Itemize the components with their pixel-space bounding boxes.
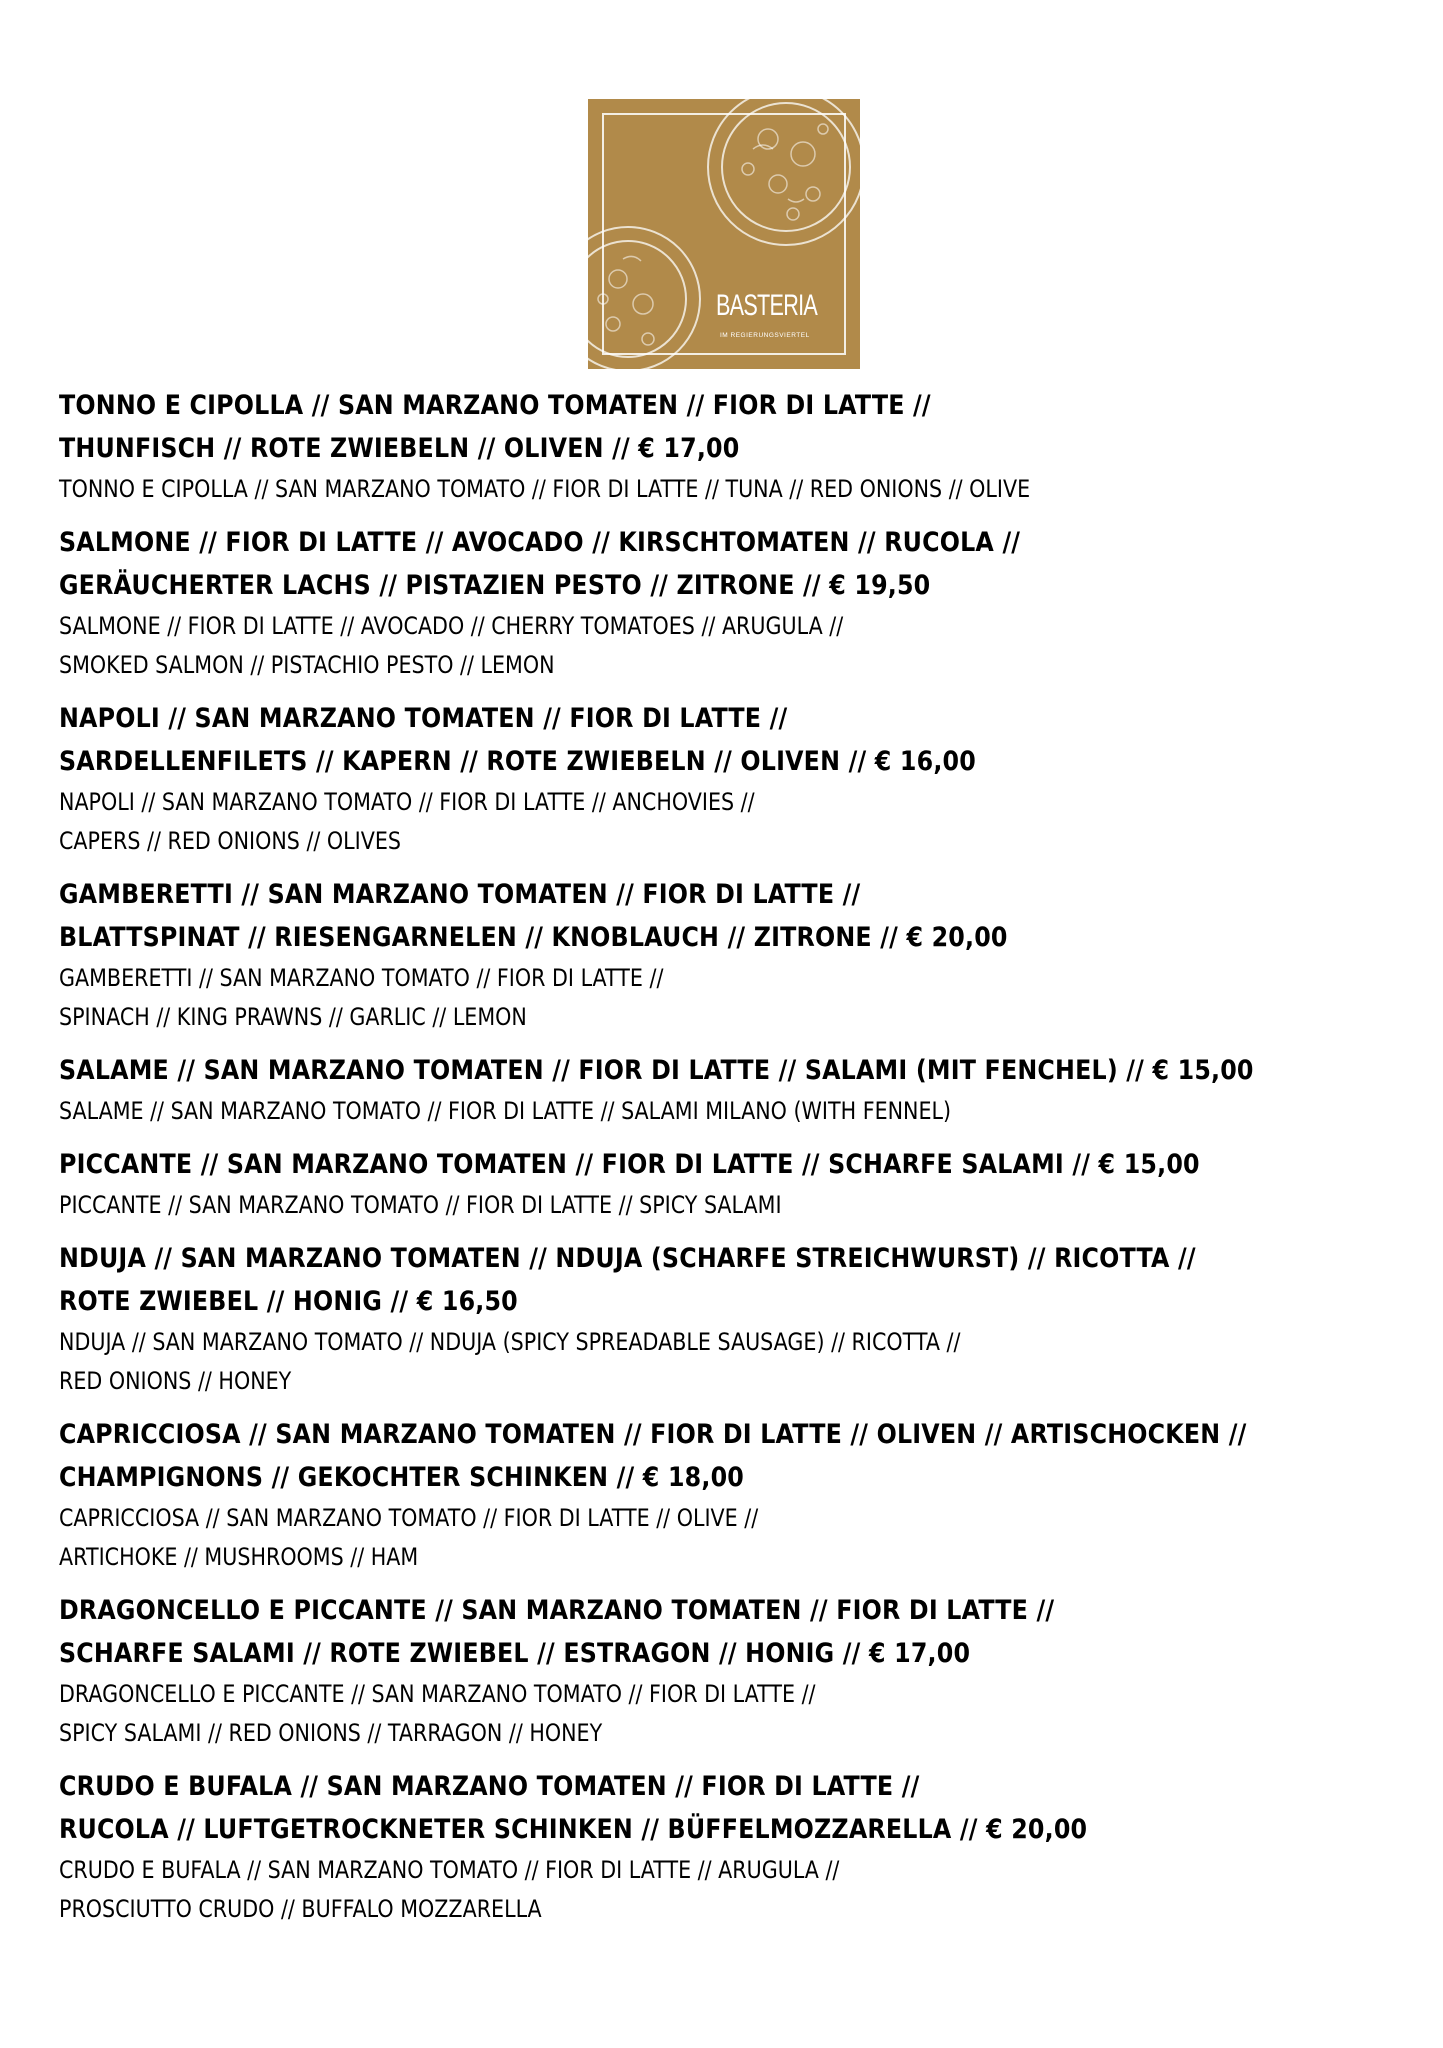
item-description-english: PICCANTE // SAN MARZANO TOMATO // FIOR DI LATTE // SPICY SALAMI [59,1191,782,1219]
item-ingredients-price: CHAMPIGNONS // GEKOCHTER SCHINKEN // € 18,00 [59,1462,744,1493]
menu-item [59,1413,1419,1577]
item-description-english: TONNO E CIPOLLA // SAN MARZANO TOMATO // FIOR DI LATTE // TUNA // RED ONIONS // OLIVE [59,475,1031,503]
item-description-english: RED ONIONS // HONEY [59,1367,292,1395]
item-ingredients-price: SCHARFE SALAMI // ROTE ZWIEBEL // ESTRAGON // HONIG // € 17,00 [59,1638,971,1669]
item-name-german: DRAGONCELLO E PICCANTE // SAN MARZANO TOMATEN // FIOR DI LATTE // [59,1595,1055,1626]
menu-item [59,1049,1419,1131]
item-description-english: GAMBERETTI // SAN MARZANO TOMATO // FIOR DI LATTE // [59,964,664,992]
item-description-english: DRAGONCELLO E PICCANTE // SAN MARZANO TOMATO // FIOR DI LATTE // [59,1680,816,1708]
menu-item [59,384,1419,509]
menu-item [59,521,1419,685]
item-name-german: GAMBERETTI // SAN MARZANO TOMATEN // FIOR DI LATTE // [59,879,861,910]
logo-subtitle: IM REGIERUNGSVIERTEL [720,332,810,339]
menu-item [59,1237,1419,1401]
menu-item [59,697,1419,861]
menu-item [59,873,1419,1037]
item-name-german: NDUJA // SAN MARZANO TOMATEN // NDUJA (SCHARFE STREICHWURST) // RICOTTA // [59,1243,1196,1274]
item-name-german: CRUDO E BUFALA // SAN MARZANO TOMATEN // FIOR DI LATTE // [59,1771,920,1802]
item-description-english: SPINACH // KING PRAWNS // GARLIC // LEMON [59,1003,527,1031]
item-name-german: SALAME // SAN MARZANO TOMATEN // FIOR DI LATTE // SALAMI (MIT FENCHEL) // € 15,00 [59,1055,1254,1086]
item-description-english: SMOKED SALMON // PISTACHIO PESTO // LEMON [59,651,555,679]
menu-item [59,1589,1419,1753]
item-ingredients-price: BLATTSPINAT // RIESENGARNELEN // KNOBLAUCH // ZITRONE // € 20,00 [59,922,1008,953]
item-ingredients-price: SARDELLENFILETS // KAPERN // ROTE ZWIEBELN // OLIVEN // € 16,00 [59,746,976,777]
item-name-german: CAPRICCIOSA // SAN MARZANO TOMATEN // FIOR DI LATTE // OLIVEN // ARTISCHOCKEN // [59,1419,1247,1450]
item-description-english: SALMONE // FIOR DI LATTE // AVOCADO // CHERRY TOMATOES // ARUGULA // [59,612,844,640]
item-description-english: SPICY SALAMI // RED ONIONS // TARRAGON // HONEY [59,1719,603,1747]
item-description-english: NDUJA // SAN MARZANO TOMATO // NDUJA (SPICY SPREADABLE SAUSAGE) // RICOTTA // [59,1328,961,1356]
item-ingredients-price: GERÄUCHERTER LACHS // PISTAZIEN PESTO // ZITRONE // € 19,50 [59,570,931,601]
item-name-german: PICCANTE // SAN MARZANO TOMATEN // FIOR DI LATTE // SCHARFE SALAMI // € 15,00 [59,1149,1200,1180]
item-ingredients-price: THUNFISCH // ROTE ZWIEBELN // OLIVEN // € 17,00 [59,433,740,464]
logo-name: BASTERIA [716,289,818,322]
item-description-english: ARTICHOKE // MUSHROOMS // HAM [59,1543,419,1571]
item-name-german: TONNO E CIPOLLA // SAN MARZANO TOMATEN // FIOR DI LATTE // [59,390,931,421]
item-description-english: PROSCIUTTO CRUDO // BUFFALO MOZZARELLA [59,1895,542,1923]
pizza-menu [59,384,1419,1941]
item-name-german: SALMONE // FIOR DI LATTE // AVOCADO // KIRSCHTOMATEN // RUCOLA // [59,527,1021,558]
item-description-english: SALAME // SAN MARZANO TOMATO // FIOR DI LATTE // SALAMI MILANO (WITH FENNEL) [59,1097,952,1125]
item-ingredients-price: ROTE ZWIEBEL // HONIG // € 16,50 [59,1286,518,1317]
item-ingredients-price: RUCOLA // LUFTGETROCKNETER SCHINKEN // BÜFFELMOZZARELLA // € 20,00 [59,1814,1088,1845]
item-name-german: NAPOLI // SAN MARZANO TOMATEN // FIOR DI LATTE // [59,703,788,734]
item-description-english: CAPERS // RED ONIONS // OLIVES [59,827,402,855]
menu-item [59,1765,1419,1929]
menu-item [59,1143,1419,1225]
item-description-english: NAPOLI // SAN MARZANO TOMATO // FIOR DI LATTE // ANCHOVIES // [59,788,755,816]
basteria-logo [588,99,860,369]
item-description-english: CAPRICCIOSA // SAN MARZANO TOMATO // FIOR DI LATTE // OLIVE // [59,1504,759,1532]
item-description-english: CRUDO E BUFALA // SAN MARZANO TOMATO // FIOR DI LATTE // ARUGULA // [59,1856,840,1884]
